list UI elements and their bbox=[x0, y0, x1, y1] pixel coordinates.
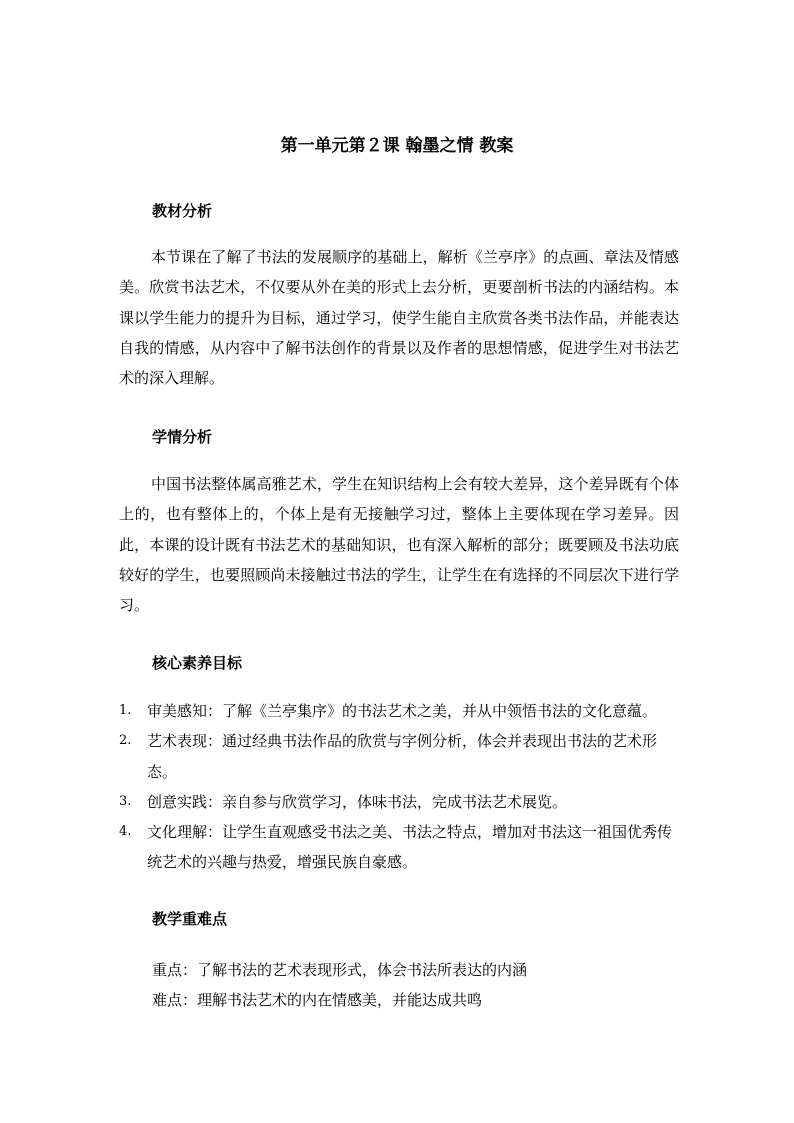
list-item-text: 创意实践：亲自参与欣赏学习，体味书法，完成书法艺术展览。 bbox=[147, 792, 568, 811]
list-item-text: 艺术表现：通过经典书法作品的欣赏与字例分析，体会并表现出书法的艺术形态。 bbox=[147, 732, 658, 781]
list-item-text: 审美感知：了解《兰亭集序》的书法艺术之美，并从中领悟书法的文化意蕴。 bbox=[147, 702, 658, 720]
list-item-text: 文化理解：让学生直观感受书法之美、书法之特点，增加对书法这一祖国优秀传统艺术的兴趣与热爱，增强民族自豪感。 bbox=[147, 823, 673, 872]
section-heading-core-goals: 核心素养目标 bbox=[152, 654, 243, 672]
section-heading-textbook-analysis: 教材分析 bbox=[152, 202, 213, 220]
section-body-student-analysis: 中国书法整体属高雅艺术，学生在知识结构上会有较大差异，这个差异既有个体上的，也有整体上的，个体上是有无接触学习过，整体上主要体现在学习差异。因此，本课的设计既有书法艺术的基础知识，也有深入解析的部分；既要顾及书法功底较好的学生，也要照顾尚未接触过书法的学生，让学生在有选择的不同层次下进行学习。 bbox=[119, 475, 679, 615]
list-item bbox=[119, 817, 679, 878]
list-item bbox=[119, 787, 679, 817]
list-item-number: 1. bbox=[119, 703, 132, 718]
section-heading-key-points: 教学重难点 bbox=[152, 910, 228, 928]
document-title: 第一单元第２课 翰墨之情 教案 bbox=[280, 136, 514, 156]
section-body-textbook-analysis: 本节课在了解了书法的发展顺序的基础上，解析《兰亭序》的点画、章法及情感美。欣赏书法艺术，不仅要从外在美的形式上去分析，更要剖析书法的内涵结构。本课以学生能力的提升为目标，通过学习，使学生能自主欣赏各类书法作品，并能表达自我的情感，从内容中了解书法创作的背景以及作者的思想情感，促进学生对书法艺术的深入理解。 bbox=[119, 248, 679, 388]
difficult-point-line: 难点：理解书法艺术的内在情感美，并能达成共鸣 bbox=[152, 991, 483, 1009]
list-item bbox=[119, 726, 679, 787]
list-item-number: 2. bbox=[119, 733, 132, 749]
list-item bbox=[119, 696, 679, 726]
key-point-line: 重点：了解书法的艺术表现形式，体会书法所表达的内涵 bbox=[152, 961, 528, 979]
section-heading-student-analysis: 学情分析 bbox=[152, 428, 213, 446]
list-item-number: 4. bbox=[119, 824, 132, 840]
core-goals-list bbox=[119, 696, 679, 878]
list-item-number: 3. bbox=[119, 793, 132, 809]
